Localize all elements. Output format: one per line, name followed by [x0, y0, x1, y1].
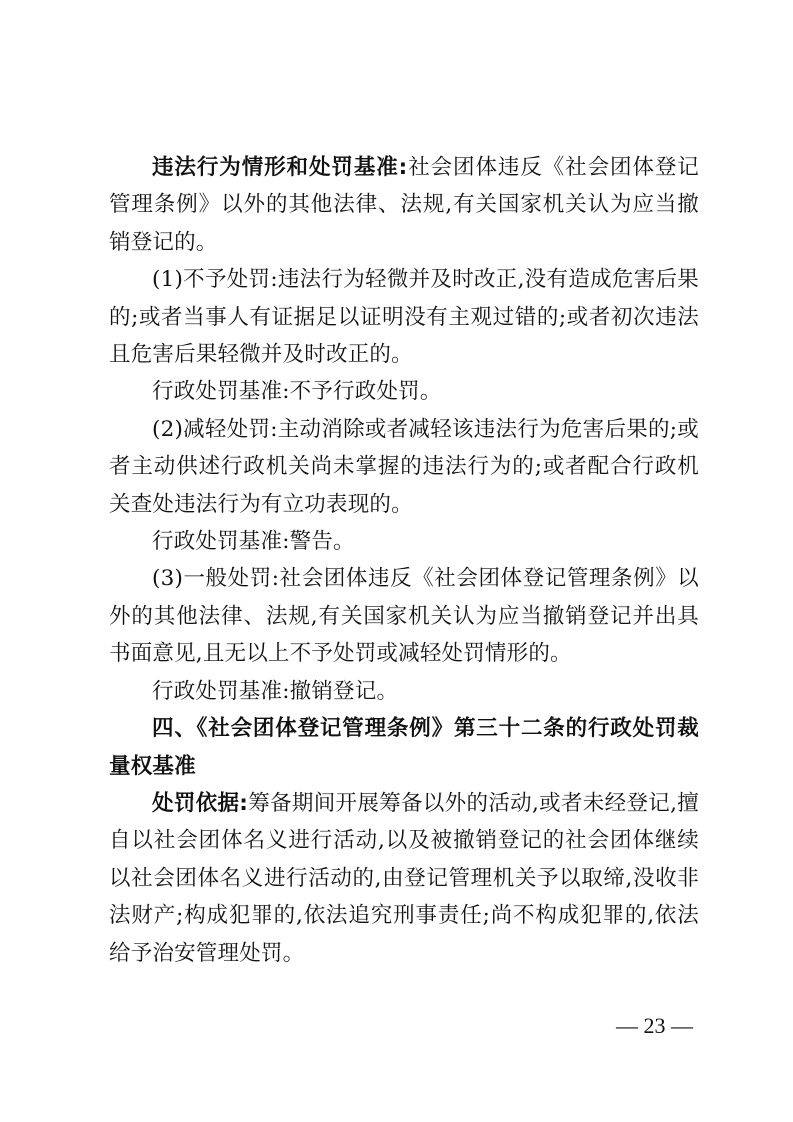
paragraph-general-penalty: [109, 560, 699, 672]
section-heading-text: 四、《社会团体登记管理条例》第三十二条的行政处罚裁量权基准: [109, 716, 699, 779]
paragraph-text: (1)不予处罚:违法行为轻微并及时改正,没有造成危害后果的;或者当事人有证据足以证明没有主观过错的;或者初次违法且危害后果轻微并及时改正的。: [109, 267, 699, 368]
paragraph-label: 违法行为情形和处罚基准:: [152, 155, 408, 180]
paragraph-text: 社会团体违反《社会团体登记管理条例》以外的其他法律、法规,有关国家机关认为应当撤销登记的。: [109, 155, 700, 255]
paragraph-penalty-standard-warning: [109, 523, 699, 560]
paragraph-text: 行政处罚基准:警告。: [152, 529, 355, 555]
section-heading-article-32: [109, 710, 699, 785]
paragraph-violation-circumstances: [109, 149, 699, 261]
paragraph-text: 筹备期间开展筹备以外的活动,或者未经登记,擅自以社会团体名义进行活动,以及被撤销登记的社会团体继续以社会团体名义进行活动的,由登记管理机关予以取缔,没收非法财产;构成犯罪的,依法追究刑事责任;尚不构成犯罪的,依法给予治安管理处罚。: [109, 790, 699, 966]
paragraph-text: (3)一般处罚:社会团体违反《社会团体登记管理条例》以外的其他法律、法规,有关国家机关认为应当撤销登记并出具书面意见,且无以上不予处罚或减轻处罚情形的。: [109, 566, 699, 667]
document-body: [109, 149, 699, 972]
paragraph-label: 处罚依据:: [152, 790, 249, 816]
paragraph-no-penalty: [109, 261, 699, 373]
paragraph-penalty-standard-revoke: [109, 673, 699, 710]
paragraph-penalty-standard-none: [109, 373, 699, 410]
page-number: — 23 —: [616, 1013, 693, 1038]
paragraph-reduced-penalty: [109, 411, 699, 523]
paragraph-penalty-basis: [109, 785, 699, 972]
paragraph-text: (2)减轻处罚:主动消除或者减轻该违法行为危害后果的;或者主动供述行政机关尚未掌握的违法行为的;或者配合行政机关查处违法行为有立功表现的。: [109, 416, 699, 517]
paragraph-text: 行政处罚基准:撤销登记。: [152, 678, 399, 704]
paragraph-text: 行政处罚基准:不予行政处罚。: [152, 379, 442, 405]
